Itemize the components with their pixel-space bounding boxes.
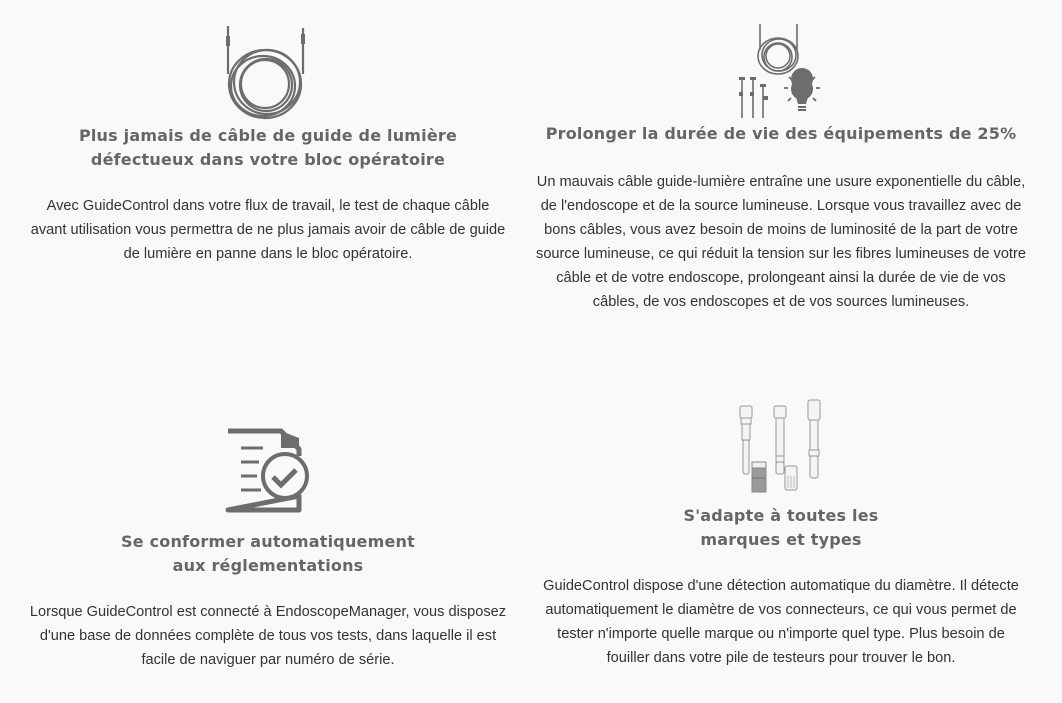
feature-title: Se conformer automatiquement aux réglementations xyxy=(121,532,415,575)
feature-compliance xyxy=(0,400,536,672)
feature-description: Lorsque GuideControl est connecté à EndoscopeManager, vous disposez d'une base de données complète de tous vos tests, dans laquelle il est facile de naviguer par numéro de série. xyxy=(29,604,507,668)
feature-description: GuideControl dispose d'une détection automatique du diamètre. Il détecte automatiquement le diamètre de vos connecteurs, ce qui vous permet de tester n'importe quelle marque ou n'importe quel type. Plus besoin de fouiller dans votre pile de testeurs pour trouver le bon. xyxy=(543,578,1019,666)
feature-description: Un mauvais câble guide-lumière entraîne une usure exponentielle du câble, de l'endoscope et de la source lumineuse. Lorsque vous travaillez avec de bons câbles, vous avez besoin de moins de luminosité de la part de votre source lumineuse, ce qui réduit la tension sur les fibres lumineuses de votre câble et de votre endoscope, prolongeant ainsi la durée de vie de vos câbles, de vos endoscopes et de vos sources lumineuses. xyxy=(536,174,1026,310)
feature-title: Plus jamais de câble de guide de lumière défectueux dans votre bloc opératoire xyxy=(78,126,458,169)
coiled-cable-icon xyxy=(223,24,313,122)
feature-extend-lifetime xyxy=(531,0,1031,314)
document-check-icon xyxy=(225,428,311,514)
feature-title: S'adapte à toutes les marques et types xyxy=(683,506,879,549)
connector-adapters-icon xyxy=(736,398,826,498)
cable-endoscope-lightbulb-icon xyxy=(736,22,826,120)
feature-all-brands xyxy=(531,390,1031,670)
feature-no-defective-cable xyxy=(0,0,536,266)
feature-description: Avec GuideControl dans votre flux de travail, le test de chaque câble avant utilisation vous permettra de ne plus jamais avoir de câble de guide de lumière en panne dans le bloc opératoire. xyxy=(30,198,506,262)
feature-title: Prolonger la durée de vie des équipements de 25% xyxy=(545,124,1017,143)
